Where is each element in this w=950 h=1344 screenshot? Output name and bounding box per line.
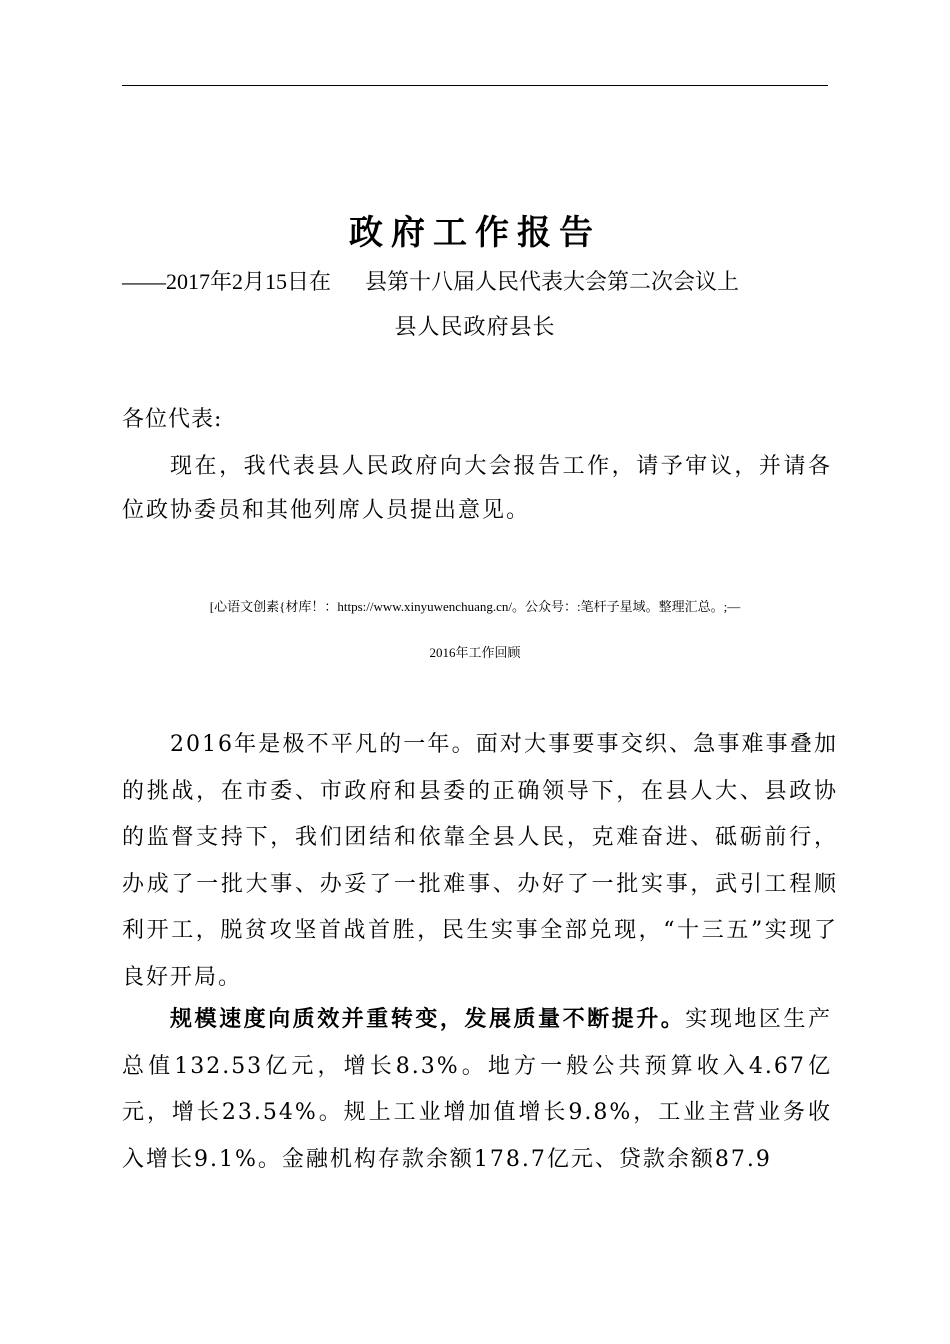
document-byline: 县人民政府县长 bbox=[394, 315, 556, 340]
source-note: [心语文创素{材库！：https://www.xinyuwenchuang.cn/。公众号：:笔杆子星域。整理汇总。;— bbox=[209, 599, 741, 614]
growth-paragraph-body: 实现地区生产总值132.53亿元，增长8.3%。地方一般公共预算收入4.67亿元，增长23.54%。规上工业增加值增长9.8%，工业主营业务收入增长9.1%。金融机构存款余额178.7亿元、贷款余额87.9 bbox=[122, 1007, 832, 1172]
review-paragraph: 2016年是极不平凡的一年。面对大事要事交织、急事难事叠加的挑战，在市委、市政府和县委的正确领导下，在县人大、县政协的监督支持下，我们团结和依靠全县人民，克难奋进、砥砺前行，办成了一批大事、办妥了一批难事、办好了一批实事，武引工程顺利开工，脱贫攻坚首战首胜，民生实事全部兑现，“十三五”实现了良好开局。 bbox=[122, 732, 838, 990]
salutation: 各位代表: bbox=[122, 407, 223, 432]
growth-paragraph-lead: 规模速度向质效并重转变，发展质量不断提升。 bbox=[170, 1006, 686, 1032]
subtitle-meeting: 县第十八届人民代表大会第二次会议上 bbox=[365, 269, 740, 294]
subtitle-date: ——2017年2月15日在 bbox=[122, 269, 332, 294]
document-subtitle bbox=[122, 262, 842, 302]
intro-paragraph: 现在，我代表县人民政府向大会报告工作，请予审议，并请各位政协委员和其他列席人员提出意见。 bbox=[122, 454, 832, 523]
section-heading: 2016年工作回顾 bbox=[429, 645, 521, 660]
document-title: 政府工作报告 bbox=[349, 213, 601, 253]
header-rule bbox=[122, 85, 828, 86]
growth-paragraph bbox=[122, 996, 832, 1183]
